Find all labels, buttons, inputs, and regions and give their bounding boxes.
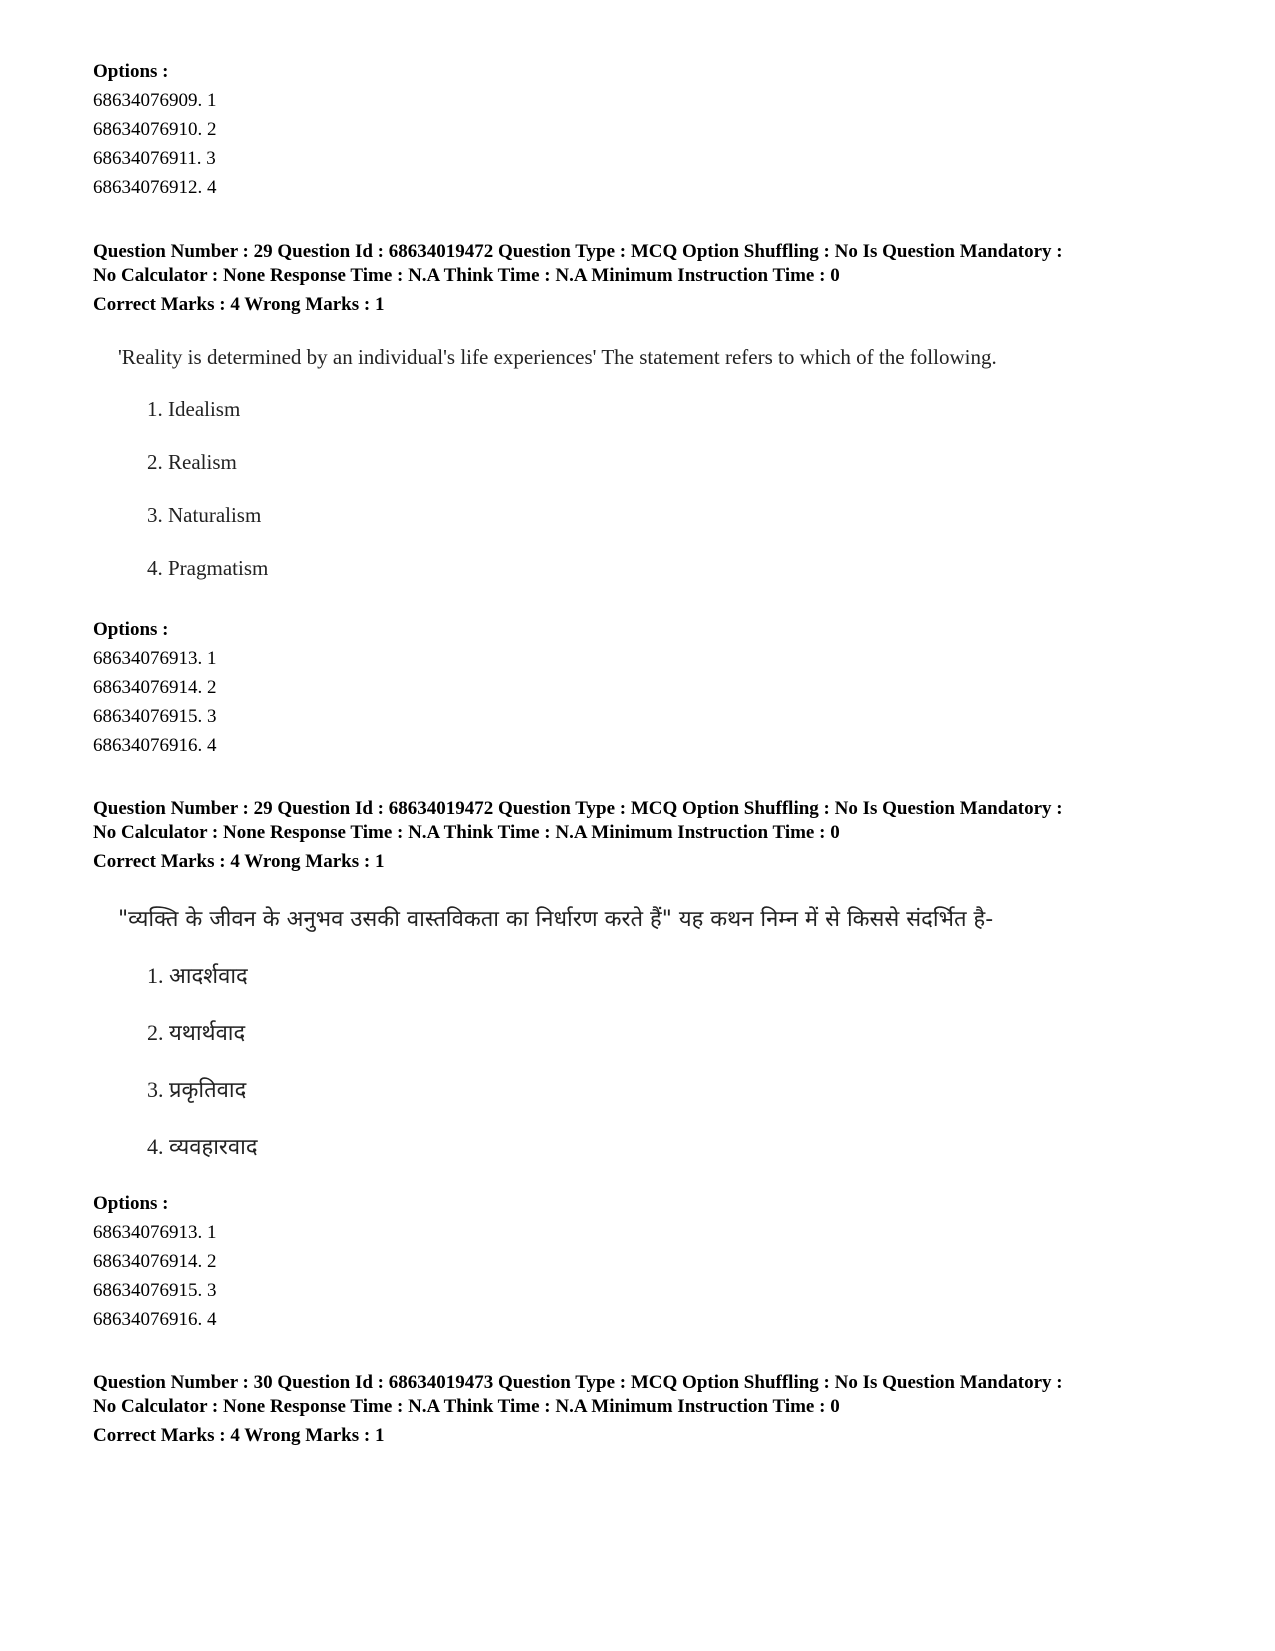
question-meta-block	[93, 1371, 1213, 1450]
options-heading: Options :	[93, 61, 169, 82]
question-meta-block	[93, 240, 1213, 319]
options-block	[93, 1189, 1213, 1334]
choice-item: 4. व्यवहारवाद	[147, 1134, 258, 1160]
choice-item: 3. Naturalism	[147, 503, 262, 527]
question-meta-block	[93, 797, 1213, 876]
choice-item: 1. Idealism	[147, 397, 241, 421]
option-line: 68634076913. 1	[93, 1222, 217, 1243]
question-meta-line: No Calculator : None Response Time : N.A Think Time : N.A Minimum Instruction Time : 0	[93, 822, 840, 843]
choice-item: 2. Realism	[147, 450, 237, 474]
option-line: 68634076916. 4	[93, 735, 217, 756]
option-line: 68634076915. 3	[93, 1280, 217, 1301]
question-meta-line: Question Number : 29 Question Id : 68634019472 Question Type : MCQ Option Shuffling : No Is Question Mandatory :	[93, 241, 1063, 262]
option-line: 68634076909. 1	[93, 90, 217, 111]
options-heading: Options :	[93, 619, 169, 640]
options-heading: Options :	[93, 1193, 169, 1214]
question-text: "व्यक्ति के जीवन के अनुभव उसकी वास्तविकता का निर्धारण करते हैं" यह कथन निम्न में से किससे संदर्भित है-	[118, 907, 994, 932]
option-line: 68634076912. 4	[93, 177, 217, 198]
question-marks: Correct Marks : 4 Wrong Marks : 1	[93, 851, 385, 872]
option-line: 68634076911. 3	[93, 148, 216, 169]
option-line: 68634076916. 4	[93, 1309, 217, 1330]
option-line: 68634076910. 2	[93, 119, 217, 140]
option-line: 68634076913. 1	[93, 648, 217, 669]
question-meta-line: Question Number : 29 Question Id : 68634019472 Question Type : MCQ Option Shuffling : No Is Question Mandatory :	[93, 798, 1063, 819]
question-text: 'Reality is determined by an individual's life experiences' The statement refers to which of the following.	[118, 345, 997, 369]
question-meta-line: No Calculator : None Response Time : N.A Think Time : N.A Minimum Instruction Time : 0	[93, 1396, 840, 1417]
question-meta-line: No Calculator : None Response Time : N.A Think Time : N.A Minimum Instruction Time : 0	[93, 265, 840, 286]
choice-item: 3. प्रकृतिवाद	[147, 1077, 247, 1103]
choice-item: 2. यथार्थवाद	[147, 1020, 246, 1046]
option-line: 68634076915. 3	[93, 706, 217, 727]
choice-item: 4. Pragmatism	[147, 556, 269, 580]
question-meta-line: Question Number : 30 Question Id : 68634019473 Question Type : MCQ Option Shuffling : No Is Question Mandatory :	[93, 1372, 1063, 1393]
option-line: 68634076914. 2	[93, 1251, 217, 1272]
top-options-block	[93, 57, 1213, 202]
question-marks: Correct Marks : 4 Wrong Marks : 1	[93, 294, 385, 315]
question-marks: Correct Marks : 4 Wrong Marks : 1	[93, 1425, 385, 1446]
option-line: 68634076914. 2	[93, 677, 217, 698]
choice-item: 1. आदर्शवाद	[147, 963, 248, 989]
options-block	[93, 615, 1213, 760]
